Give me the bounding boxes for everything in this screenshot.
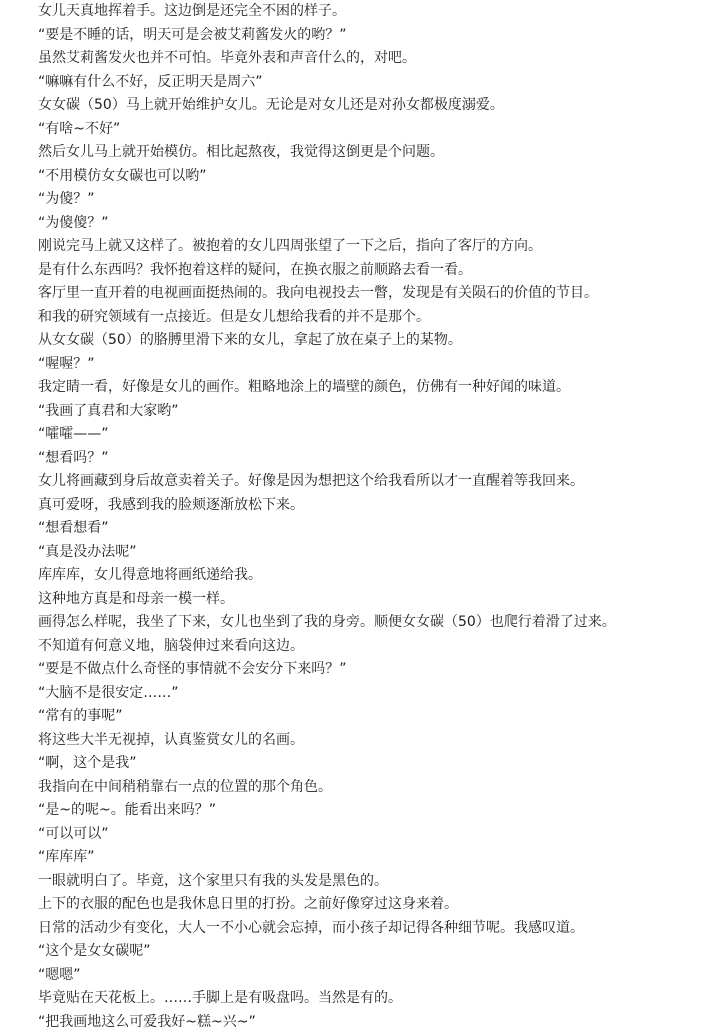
text-line: “把我画地这么可爱我好~糕~兴~”: [38, 1013, 256, 1030]
text-line: “这个是女女碳呢”: [38, 943, 151, 959]
text-line: 女儿将画藏到身后故意卖着关子。好像是因为想把这个给我看所以才一直醒着等我回来。: [38, 473, 584, 489]
text-line: 女儿天真地挥着手。这边倒是还完全不困的样子。: [38, 3, 346, 19]
text-line: “是~的呢~。能看出来吗？”: [38, 802, 216, 818]
text-line: 客厅里一直开着的电视画面挺热闹的。我向电视投去一瞥，发现是有关陨石的价值的节目。: [38, 285, 598, 301]
text-line: “嘛嘛有什么不好，反正明天是周六”: [38, 73, 263, 90]
text-line: 从女女碳（50）的胳膊里滑下来的女儿，拿起了放在桌子上的某物。: [38, 332, 462, 348]
text-line: 毕竟贴在天花板上。……手脚上是有吸盘吗。当然是有的。: [38, 990, 402, 1006]
text-line: 和我的研究领域有一点接近。但是女儿想给我看的并不是那个。: [38, 308, 430, 325]
text-line: “想看想看”: [38, 520, 109, 536]
text-line: 我指向在中间稍稍靠右一点的位置的那个角色。: [38, 778, 332, 795]
text-line: “啊，这个是我”: [38, 755, 137, 771]
text-line: 一眼就明白了。毕竟，这个家里只有我的头发是黑色的。: [38, 872, 388, 889]
text-line: “想看吗？”: [38, 449, 109, 466]
text-line: 然后女儿马上就开始模仿。相比起熬夜，我觉得这倒更是个问题。: [38, 144, 444, 160]
text-line: “为傻傻？”: [38, 214, 109, 231]
text-line: 是有什么东西吗？我怀抱着这样的疑问，在换衣服之前顺路去看一看。: [38, 261, 472, 278]
text-line: 日常的活动少有变化，大人一不小心就会忘掉，而小孩子却记得各种细节呢。我感叹道。: [38, 919, 584, 936]
text-line: 上下的衣服的配色也是我休息日里的打扮。之前好像穿过这身来着。: [38, 896, 458, 912]
text-line: 女女碳（50）马上就开始维护女儿。无论是对女儿还是对孙女都极度溺爱。: [38, 97, 504, 113]
text-line: 将这些大半无视掉，认真鉴赏女儿的名画。: [38, 731, 304, 748]
text-line: 虽然艾莉酱发火也并不可怕。毕竟外表和声音什么的，对吧。: [38, 50, 416, 66]
text-line: 真可爱呀，我感到我的脸颊逐渐放松下来。: [38, 496, 304, 513]
text-line: “嗯嗯”: [38, 966, 81, 983]
text-line: “我画了真君和大家哟”: [38, 402, 179, 419]
text-line: “常有的事呢”: [38, 708, 123, 724]
text-line: 画得怎么样呢，我坐了下来，女儿也坐到了我的身旁。顺便女女碳（50）也爬行着滑了过来。: [38, 614, 616, 630]
text-line: “有啥~不好”: [38, 120, 121, 137]
text-line: 库库库，女儿得意地将画纸递给我。: [38, 567, 262, 583]
text-line: “要是不做点什么奇怪的事情就不会安分下来吗？”: [38, 661, 347, 677]
text-line: 不知道有何意义地，脑袋伸过来看向这边。: [38, 637, 304, 654]
text-line: “大脑不是很安定……”: [38, 684, 179, 701]
text-line: “不用模仿女女碳也可以哟”: [38, 167, 207, 184]
text-line: “真是没办法呢”: [38, 543, 137, 560]
text-line: “可以可以”: [38, 825, 109, 842]
text-line: 这种地方真是和母亲一模一样。: [38, 590, 234, 607]
text-line: “库库库”: [38, 849, 95, 865]
text-line: “要是不睡的话，明天可是会被艾莉酱发火的哟？”: [38, 26, 347, 43]
text-line: 刚说完马上就又这样了。被抱着的女儿四周张望了一下之后，指向了客厅的方向。: [38, 238, 542, 254]
text-line: “嚯嚯——”: [38, 426, 109, 442]
text-line: “喔喔？”: [38, 355, 95, 372]
text-line: “为傻？”: [38, 191, 95, 207]
document-body: [38, 0, 706, 1034]
text-line: 我定睛一看，好像是女儿的画作。粗略地涂上的墙壁的颜色，仿佛有一种好闻的味道。: [38, 379, 570, 395]
